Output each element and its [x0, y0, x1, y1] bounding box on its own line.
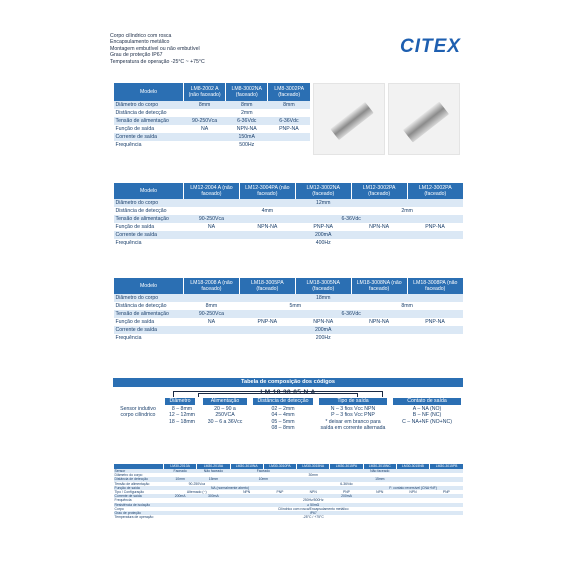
code-value: N – 3 fios Vcc NPN	[330, 406, 376, 412]
table-cell: 90-250Vca	[164, 482, 231, 486]
row-label: Tensão de alimentação	[114, 215, 184, 223]
table-cell: 8mm	[226, 101, 268, 109]
row-label: Diâmetro do corpo	[114, 473, 164, 477]
intro-line: Grau de proteção IP67	[110, 52, 163, 59]
row-label: Frequência	[114, 498, 164, 502]
code-value: 02 – 2mm	[271, 406, 295, 412]
row-label: Função de saída	[114, 125, 184, 133]
code-value: 30 – 6 a 36Vcc	[207, 418, 243, 425]
table-cell: 15mm	[297, 477, 463, 481]
row-label: Frequência	[114, 334, 184, 342]
table-cell: NPN	[363, 490, 396, 494]
code-value: A – NA (NO)	[412, 406, 442, 412]
table-row	[114, 239, 464, 247]
table-cell: 6-36Vdc	[230, 482, 463, 486]
table-header: Modelo	[114, 183, 184, 199]
code-bracket	[198, 393, 358, 397]
table-header: LM12-2004 A (não faceado)	[184, 183, 240, 199]
table-header: LM18-3008NA (não faceado)	[351, 278, 407, 294]
table-cell: 150mA	[184, 133, 311, 141]
citex-logo: CITEX	[400, 36, 461, 57]
table-cell: 90-250Vca	[184, 117, 226, 125]
row-label: Diâmetro do corpo	[114, 101, 184, 109]
table-row	[114, 302, 464, 310]
intro-line: Temperatura de operação -25°C ~ +75°C	[110, 58, 205, 65]
table-row	[114, 207, 464, 215]
table-header: LM8-2002 A (não faceado)	[184, 83, 226, 101]
code-value: 12 – 12mm	[169, 412, 195, 419]
table-cell: NPN-NA	[351, 223, 407, 231]
table-row	[114, 294, 464, 302]
row-label: Corrente de saída	[114, 133, 184, 141]
table-cell: PNP-NA	[268, 125, 310, 133]
table-cell: 8mm	[184, 302, 240, 310]
table-cell: Alternado (~)	[164, 490, 231, 494]
table-cell: ≥ 50mΩ	[164, 503, 464, 507]
table-cell: 300mA	[197, 494, 230, 498]
table-cell: 15mm	[197, 477, 230, 481]
code-col-values	[165, 406, 199, 425]
table-lm30	[113, 464, 463, 519]
table-cell: NPN-NA	[351, 318, 407, 326]
table-header: LM30-2015A	[197, 464, 230, 469]
row-label: Distância de detecção	[114, 477, 164, 481]
table-row	[114, 141, 311, 149]
table-header: LM30-2010A	[164, 464, 197, 469]
table-lm12	[113, 183, 463, 247]
table-cell: PNP	[330, 490, 363, 494]
code-col-head: Distância de detecção	[253, 398, 313, 405]
row-label: Função de saída	[114, 486, 164, 490]
table-cell: 90-250Vca	[184, 310, 240, 318]
table-cell: 500Hz	[184, 141, 311, 149]
table-cell: PNP	[430, 490, 463, 494]
table-cell: 12mm	[184, 199, 464, 207]
table-cell: 5mm	[239, 302, 351, 310]
table-cell: F: contato reversível (CNA+NF)	[363, 486, 463, 490]
table-header: LM12-3004PA (não faceado)	[239, 183, 295, 199]
table-cell: NPN-NA	[239, 223, 295, 231]
table-cell: 200mA	[164, 494, 197, 498]
code-value: saída em corrente alternada	[320, 424, 386, 431]
sensor-body	[330, 102, 373, 140]
table-cell: 90-250Vca	[184, 215, 240, 223]
table-cell: Não faceado	[297, 469, 463, 473]
code-value: P – 3 fios Vcc PNP	[331, 412, 375, 419]
table-row	[114, 101, 311, 109]
sensor-body	[403, 102, 449, 143]
table-header: LM18-3005PA (faceado)	[239, 278, 295, 294]
table-cell: 2mm	[184, 109, 311, 117]
table-header: LM18-3008PA (não faceado)	[407, 278, 463, 294]
table-row	[114, 334, 464, 342]
code-value: C – NA+NF (NO+NC)	[402, 418, 452, 425]
table-cell: 200Hz	[184, 334, 464, 342]
table-row	[114, 318, 464, 326]
code-col-values	[203, 406, 247, 425]
table-cell: 8mm	[268, 101, 310, 109]
row-label: Distância de detecção	[114, 302, 184, 310]
row-label: Resistência de isolação	[114, 503, 164, 507]
row-label: Função de saída	[114, 223, 184, 231]
row-label: Tensão de alimentação	[114, 310, 184, 318]
table-cell: NA (normalmente aberto)	[164, 486, 297, 490]
table-row	[114, 223, 464, 231]
table-header: LM30-3015PA	[330, 464, 363, 469]
table-lm8	[113, 83, 310, 149]
row-label: Distância de detecção	[114, 207, 184, 215]
code-table-title: Tabela de composição dos códigos	[113, 378, 463, 387]
table-header: LM18-2008 A (não faceado)	[184, 278, 240, 294]
table-header: LM8-3002NA (faceado)	[226, 83, 268, 101]
intro-line: Montagem embutível ou não embutível	[110, 45, 200, 52]
table-header: Modelo	[114, 83, 184, 101]
table-header: LM30-3015NC	[363, 464, 396, 469]
row-label: Função de saída	[114, 318, 184, 326]
sensor-photo	[313, 83, 385, 155]
table-header: Modelo	[114, 278, 184, 294]
table-header: LM30-3015NB	[396, 464, 429, 469]
table-cell: Faceado	[230, 469, 297, 473]
table-row	[114, 215, 464, 223]
table-cell: PNP-NA	[407, 223, 463, 231]
sensor-photo	[388, 83, 460, 155]
table-cell: 8mm	[184, 101, 226, 109]
code-col-values	[253, 406, 313, 431]
row-label: Tensão de alimentação	[114, 117, 184, 125]
table-cell: IP67	[164, 511, 464, 515]
table-header: LM30-3010NA	[230, 464, 263, 469]
table-row	[114, 326, 464, 334]
table-cell: 4mm	[184, 207, 352, 215]
table-row	[114, 133, 311, 141]
table-row	[114, 231, 464, 239]
table-cell: 200mA	[184, 326, 464, 334]
row-label: Corrente de saída	[114, 326, 184, 334]
intro-line: Corpo cilíndrico com rosca	[110, 33, 172, 39]
row-label: Corpo	[114, 507, 164, 511]
table-cell: NPN-NA	[295, 318, 351, 326]
table-row	[114, 117, 311, 125]
code-col-head: Contato de saída	[393, 398, 461, 405]
code-value: 8 – 8mm	[171, 406, 193, 412]
table-cell: 6-36Vdc	[226, 117, 268, 125]
table-cell: NPN	[396, 490, 429, 494]
code-value: 20 – 90 a	[214, 406, 236, 412]
row-label: Corrente de saída	[114, 494, 164, 498]
table-cell: PNP-NA	[295, 223, 351, 231]
code-value: 08 – 8mm	[271, 424, 295, 431]
table-header: LM30-3015PB	[430, 464, 463, 469]
table-cell: -25°C / +75°C	[164, 515, 464, 519]
row-label: Sensor	[114, 469, 164, 473]
table-cell: 18mm	[184, 294, 464, 302]
table-cell: 200mA	[184, 231, 464, 239]
code-example: LM 18 30 05 N A	[260, 389, 316, 396]
table-cell: Cilíndrico com rosca/Encapsulamento metálico	[164, 507, 464, 511]
table-cell: 250Hz/500Hz	[164, 498, 464, 502]
table-cell: 30mm	[164, 473, 464, 477]
code-value: * deixar em branco para	[325, 418, 381, 425]
code-value: B – NF (NC)	[412, 412, 442, 419]
code-composition-table	[113, 378, 463, 448]
code-col-head: Tipo de saída	[319, 398, 387, 405]
code-value: corpo cilíndrico	[120, 412, 156, 419]
code-col-values	[319, 406, 387, 431]
row-label: Frequência	[114, 239, 184, 247]
table-row	[114, 310, 464, 318]
table-cell: NPN	[297, 490, 330, 494]
table-cell: PNP	[263, 490, 296, 494]
table-header: LM30-3010PA	[263, 464, 296, 469]
table-header: LM12-3002PA (faceado)	[407, 183, 463, 199]
code-value: 04 – 4mm	[271, 412, 295, 419]
table-cell: 6-36Vdc	[239, 310, 463, 318]
row-label: Diâmetro do corpo	[114, 199, 184, 207]
row-label: Frequência	[114, 141, 184, 149]
table-header: LM8-3002PA (faceado)	[268, 83, 310, 101]
code-col-head: Alimentação	[203, 398, 247, 405]
table-cell: Não faceado	[197, 469, 230, 473]
table-cell: 8mm	[351, 302, 463, 310]
table-header: LM12-3002PA (faceado)	[351, 183, 407, 199]
code-value: 18 – 18mm	[169, 418, 195, 425]
row-label: Tensão de alimentação	[114, 482, 164, 486]
code-col-values	[393, 406, 461, 425]
table-row	[114, 109, 311, 117]
row-label: Grau de proteção	[114, 511, 164, 515]
code-col-values	[113, 406, 163, 419]
table-cell: 6-36Vdc	[268, 117, 310, 125]
table-cell: 2mm	[351, 207, 463, 215]
table-cell: NPN-NA	[226, 125, 268, 133]
table-header: LM30-3015NA	[297, 464, 330, 469]
table-header: LM18-3005NA (faceado)	[295, 278, 351, 294]
table-cell: PNP-NA	[407, 318, 463, 326]
code-value: Sensor indutivo	[120, 406, 156, 412]
table-header: LM12-3002NA (faceado)	[295, 183, 351, 199]
table-cell: NPN	[230, 490, 263, 494]
table-cell: 10mm	[164, 477, 197, 481]
intro-line: Encapsulamento metálico	[110, 39, 170, 46]
table-cell: NA	[184, 223, 240, 231]
row-label: Temperatura de operação	[114, 515, 164, 519]
table-row	[114, 199, 464, 207]
row-label: Corrente de saída	[114, 231, 184, 239]
table-cell: 400Hz	[184, 239, 464, 247]
table-cell: NA	[184, 318, 240, 326]
row-label: Distância de detecção	[114, 109, 184, 117]
code-value: 05 – 5mm	[271, 418, 295, 425]
intro-text	[110, 33, 205, 65]
table-row	[114, 125, 311, 133]
table-cell: 200mA	[230, 494, 463, 498]
row-label: Tipo / Configuração	[114, 490, 164, 494]
table-lm18	[113, 278, 463, 342]
table-cell: 6-36Vdc	[239, 215, 463, 223]
table-cell: Faceado	[164, 469, 197, 473]
table-cell: 10mm	[230, 477, 297, 481]
code-col-head: Diâmetro	[165, 398, 195, 405]
table-row	[114, 515, 464, 519]
code-value: 250VCA	[215, 412, 235, 419]
table-cell: PNP-NA	[239, 318, 295, 326]
row-label: Diâmetro do corpo	[114, 294, 184, 302]
table-cell: NA	[184, 125, 226, 133]
